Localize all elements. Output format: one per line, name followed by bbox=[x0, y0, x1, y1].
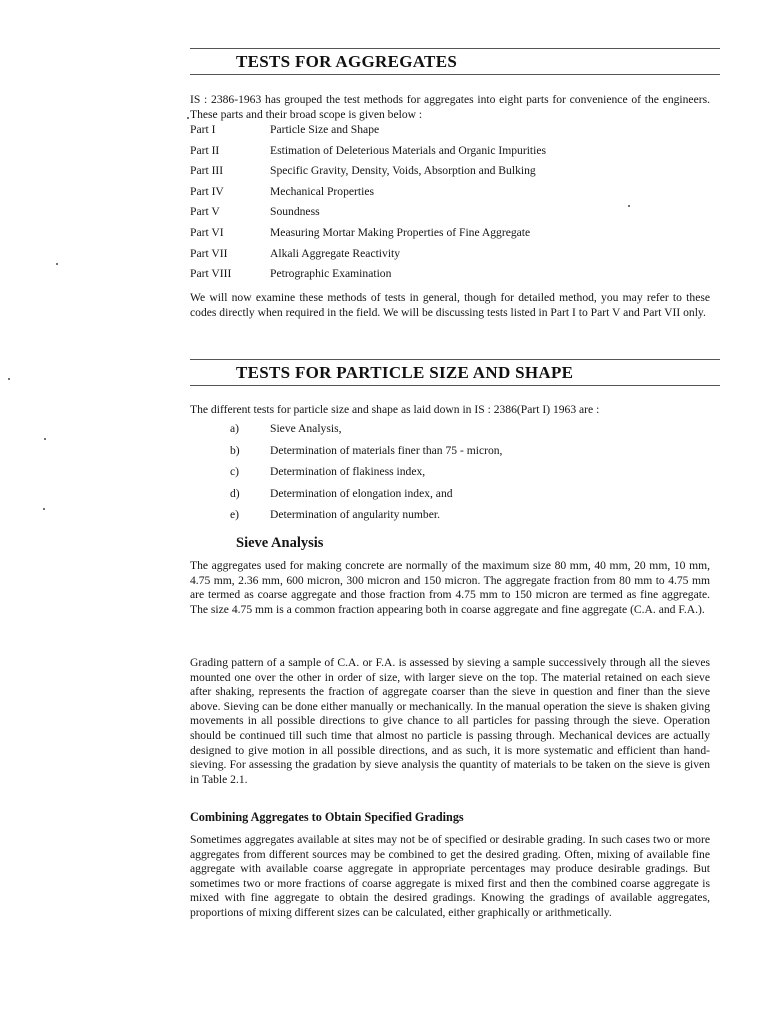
section1-closing: We will now examine these methods of tests in general, though for detailed method, you may refer to these codes directly when required in the field. We will be discussing tests listed in Part I to Part V and Part VII only. bbox=[190, 291, 710, 319]
section2-intro: The different tests for particle size and shape as laid down in IS : 2386(Part I) 1963 are : bbox=[190, 403, 600, 416]
subsection-title-sieve-analysis: Sieve Analysis bbox=[236, 535, 324, 551]
item-letter: d) bbox=[230, 486, 240, 500]
part-description: Alkali Aggregate Reactivity bbox=[270, 246, 401, 260]
part-number: Part VI bbox=[190, 225, 224, 239]
part-description: Measuring Mortar Making Properties of Fine Aggregate bbox=[270, 225, 531, 239]
list-item bbox=[190, 205, 710, 226]
part-description: Specific Gravity, Density, Voids, Absorption and Bulking bbox=[270, 164, 536, 178]
combining-paragraph: Sometimes aggregates available at sites may not be of specified or desirable grading. In such cases two or more aggregates from different sources may be combined to get the desired grading. Often, mixing of available fine aggregate with available coarse aggregate in appropriate percentages may produce desirable gradings. But sometimes two or more fractions of coarse aggregate is mixed first and then the combined coarse aggregate is mixed with fine aggregate to obtain the desired gradings. Knowing the gradings of available aggregates, proportions of mixing different sizes can be calculated, either graphically or arithmetically. bbox=[190, 833, 710, 919]
heading-rule-top bbox=[190, 48, 720, 49]
item-text: Determination of elongation index, and bbox=[270, 486, 453, 500]
list-item bbox=[230, 422, 710, 444]
tests-list bbox=[230, 422, 710, 530]
list-item bbox=[190, 144, 710, 165]
part-description: Estimation of Deleterious Materials and Organic Impurities bbox=[270, 143, 547, 157]
part-number: Part VIII bbox=[190, 267, 232, 281]
list-item bbox=[230, 508, 710, 530]
scan-speck bbox=[44, 438, 46, 440]
list-item bbox=[190, 267, 710, 288]
part-number: Part IV bbox=[190, 184, 224, 198]
part-description: Soundness bbox=[270, 205, 320, 219]
part-number: Part I bbox=[190, 123, 216, 136]
item-letter: a) bbox=[230, 422, 240, 435]
list-item bbox=[190, 164, 710, 185]
item-text: Determination of flakiness index, bbox=[270, 465, 426, 478]
scan-speck bbox=[187, 117, 189, 119]
list-item bbox=[190, 123, 710, 144]
subsection-title-combining: Combining Aggregates to Obtain Specified Gradings bbox=[190, 810, 464, 824]
sieve-paragraph-2: Grading pattern of a sample of C.A. or F.A. is assessed by sieving a sample successively through all the sieves mounted one over the other in order of size, with larger sieve on the top. The material retained on each sieve after shaking, represents the fraction of aggregate coarser than the sieve in question and finer than the sieve above. Sieving can be done either manually or mechanically. In the manual operation the sieve is shaken giving movements in all possible directions to give chance to all particles for passing through the sieve. Operation should be continued till such time that almost no particle is passing through. Mechanical devices are actually designed to give motion in all possible directions, and as such, it is more systematic and efficient than hand-sieving. For assessing the gradation by sieve analysis the quantity of materials to be taken on the sieve is given in Table 2.1. bbox=[190, 656, 710, 786]
item-text: Determination of materials finer than 75 - micron, bbox=[270, 443, 503, 457]
scan-speck bbox=[56, 263, 58, 265]
list-item bbox=[190, 185, 710, 206]
scan-speck bbox=[628, 205, 630, 207]
section1-intro: IS : 2386-1963 has grouped the test methods for aggregates into eight parts for convenience of the engineers. These parts and their broad scope is given below : bbox=[190, 93, 710, 121]
part-number: Part VII bbox=[190, 246, 228, 260]
heading-rule-bottom bbox=[190, 74, 720, 75]
part-number: Part II bbox=[190, 143, 220, 157]
item-text: Determination of angularity number. bbox=[270, 508, 440, 521]
part-description: Mechanical Properties bbox=[270, 184, 374, 198]
part-number: Part III bbox=[190, 164, 224, 178]
item-text: Sieve Analysis, bbox=[270, 422, 342, 435]
part-number: Part V bbox=[190, 205, 220, 219]
list-item bbox=[230, 444, 710, 466]
heading-rule-top bbox=[190, 359, 720, 360]
list-item bbox=[190, 226, 710, 247]
list-item bbox=[190, 247, 710, 268]
section-title-particle-size: TESTS FOR PARTICLE SIZE AND SHAPE bbox=[236, 363, 574, 382]
parts-list bbox=[190, 123, 710, 288]
item-letter: b) bbox=[230, 443, 240, 457]
list-item bbox=[230, 487, 710, 509]
part-description: Petrographic Examination bbox=[270, 267, 392, 281]
item-letter: e) bbox=[230, 508, 240, 521]
heading-rule-bottom bbox=[190, 385, 720, 386]
list-item bbox=[230, 465, 710, 487]
section-title-aggregates: TESTS FOR AGGREGATES bbox=[236, 52, 458, 71]
part-description: Particle Size and Shape bbox=[270, 123, 380, 136]
scan-speck bbox=[43, 508, 45, 510]
scan-speck bbox=[8, 378, 10, 380]
sieve-paragraph-1: The aggregates used for making concrete are normally of the maximum size 80 mm, 40 mm, 20 mm, 10 mm, 4.75 mm, 2.36 mm, 600 micron, 300 micron and 150 micron. The aggregate fraction from 80 mm to 4.75 mm are termed as coarse aggregate and those fraction from 4.75 mm to 150 micron are termed as fine aggregate. The size 4.75 mm is a common fraction appearing both in coarse aggregate and fine aggregate (C.A. and F.A.). bbox=[190, 559, 710, 616]
item-letter: c) bbox=[230, 465, 240, 478]
